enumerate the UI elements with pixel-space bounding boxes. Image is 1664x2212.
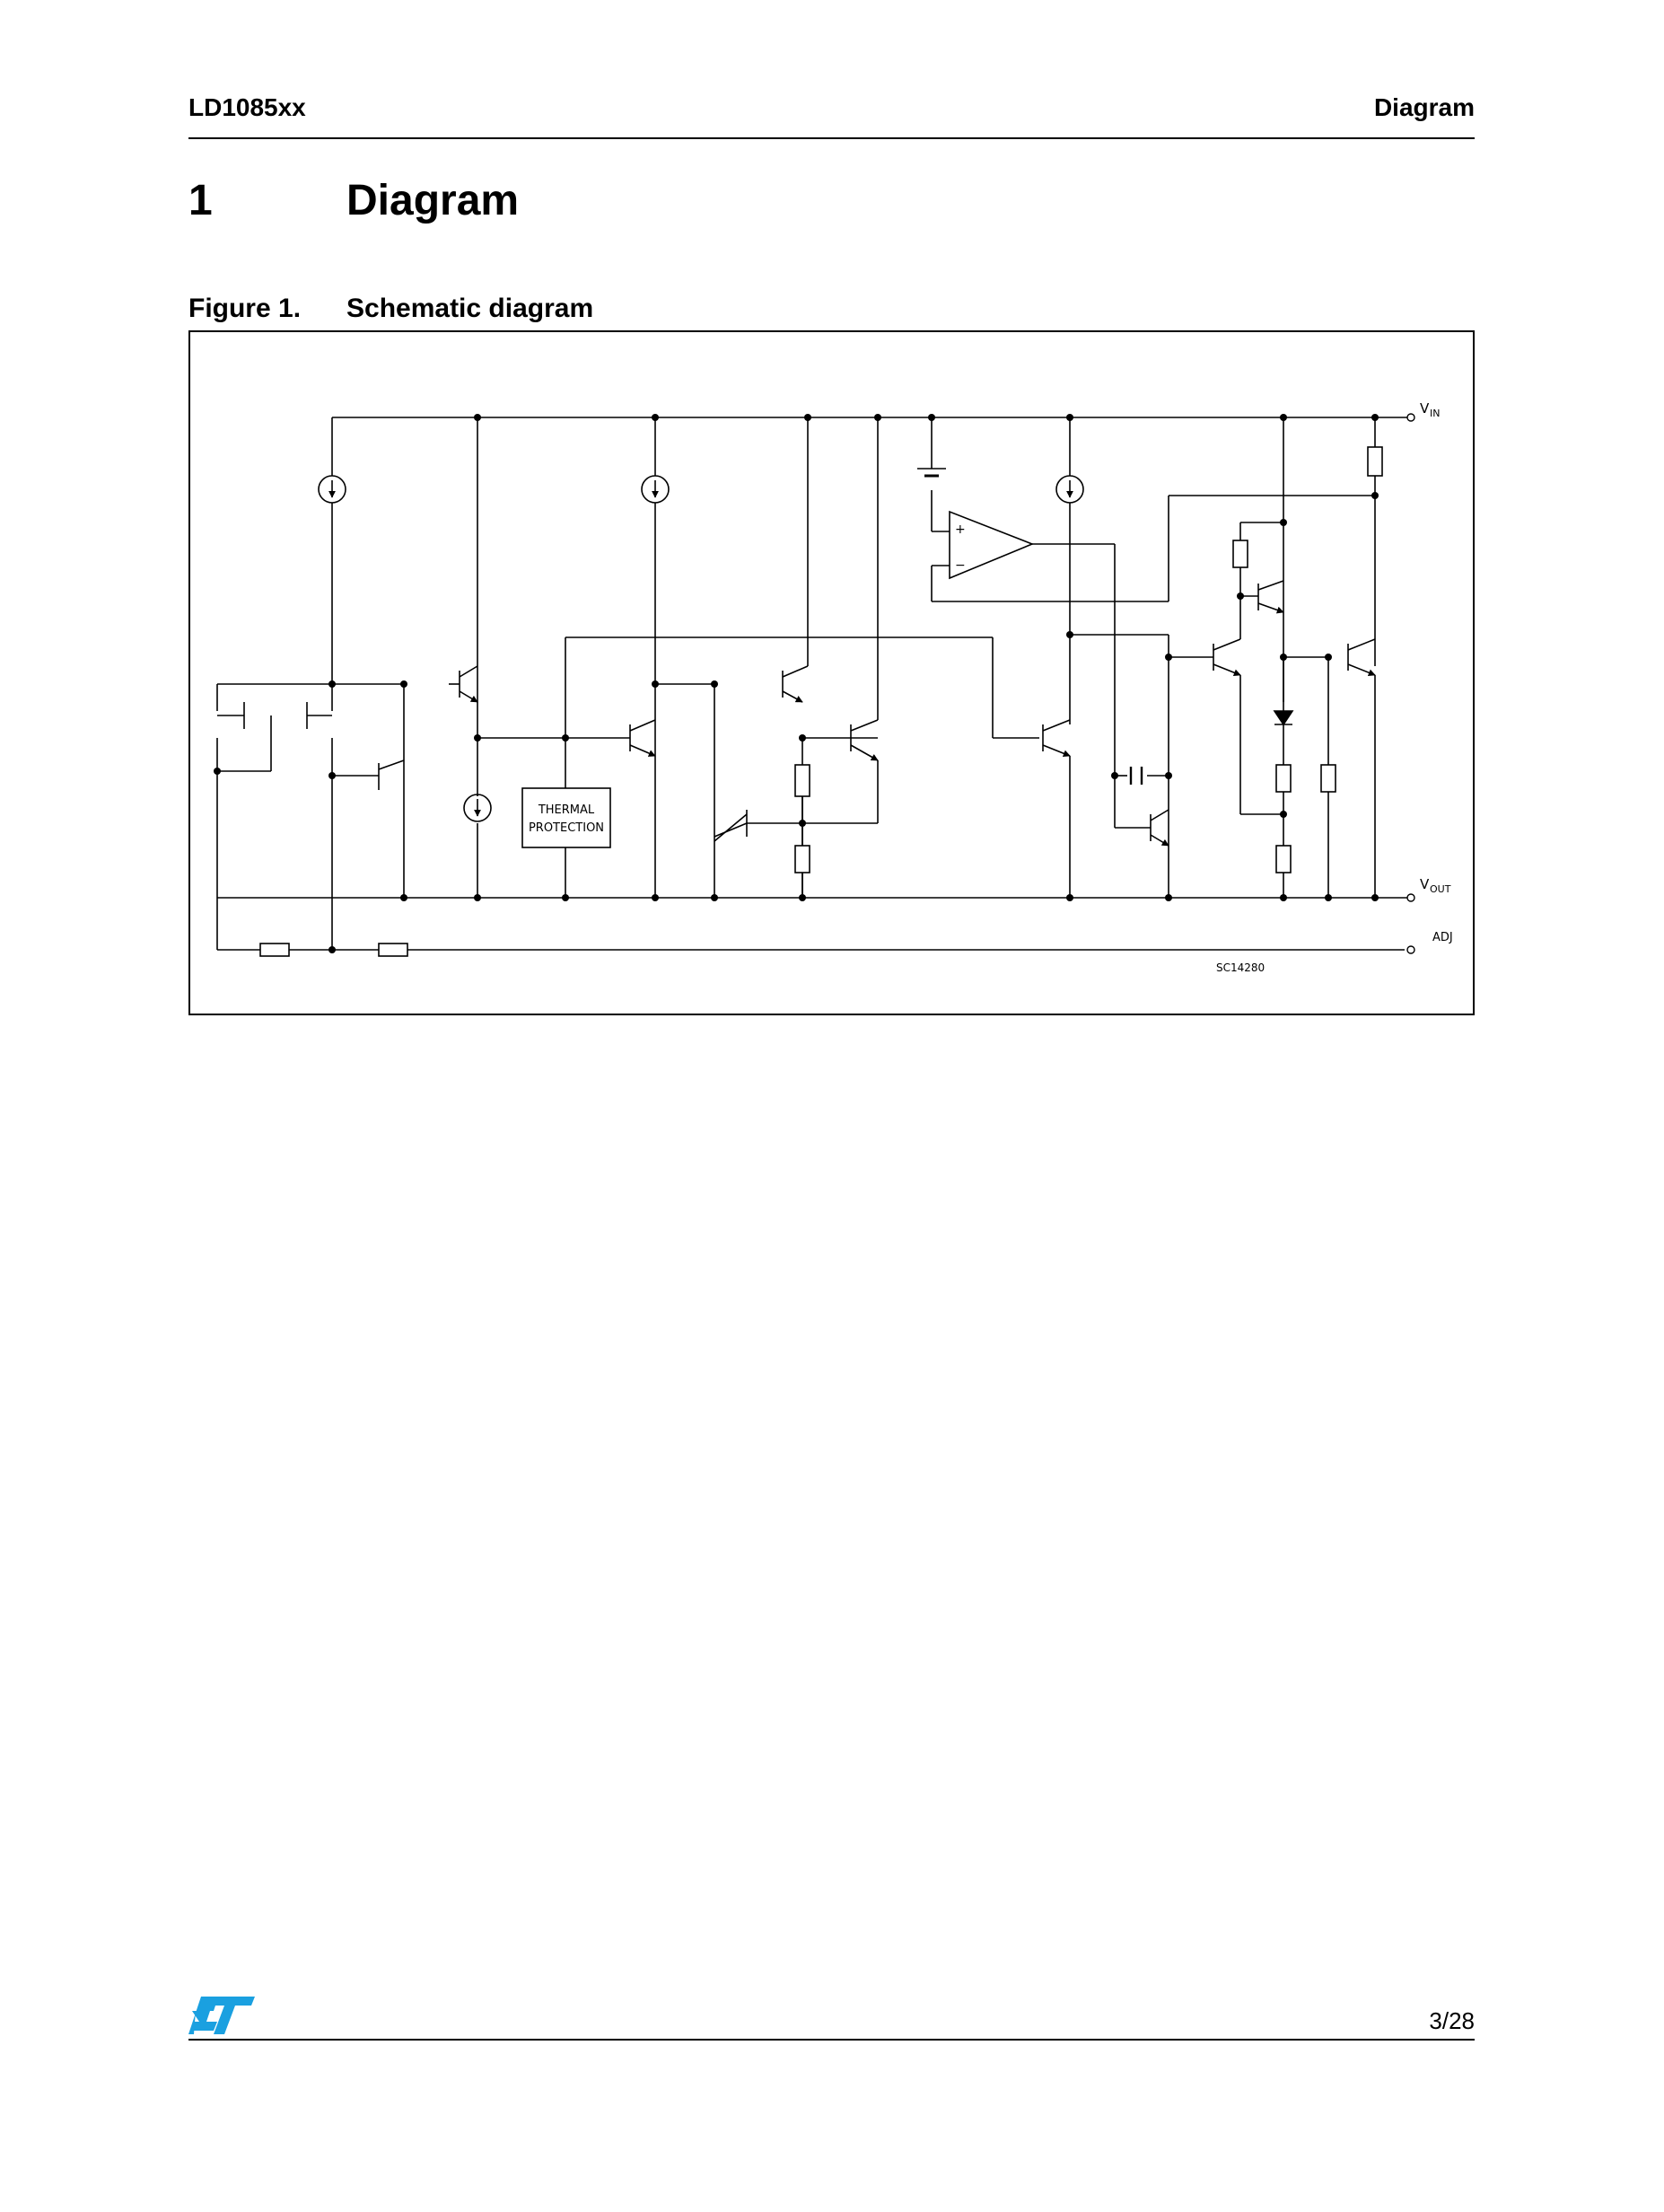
pin-vin-label: IN (1430, 408, 1441, 419)
svg-text:+: + (955, 522, 966, 537)
svg-text:V: V (1420, 876, 1430, 892)
thermal-label-1: THERMAL (538, 803, 595, 817)
pin-vout-label: OUT (1430, 883, 1451, 895)
header-section: Diagram (1373, 93, 1475, 121)
reference-voltage (917, 469, 946, 476)
thermal-label-2: PROTECTION (528, 821, 605, 835)
st-logo (188, 1995, 257, 2036)
footer-rule (188, 2039, 1475, 2041)
schematic-figure (188, 330, 1475, 1015)
page-number: 3/28 (1429, 2007, 1475, 2034)
header-rule (188, 137, 1475, 139)
pin-adj-label: ADJ (1432, 931, 1453, 944)
figure-ref-code: SC14280 (1216, 961, 1266, 974)
section-title: Diagram (346, 177, 520, 224)
diode (1274, 711, 1292, 724)
figure-number: Figure 1. (188, 294, 302, 323)
svg-text:−: − (955, 558, 966, 573)
svg-text:V: V (1420, 400, 1430, 417)
transistors (217, 581, 1375, 846)
wires (217, 417, 1405, 950)
capacitor (1131, 767, 1142, 785)
resistors (260, 447, 1382, 956)
figure-title: Schematic diagram (346, 294, 594, 323)
schematic-diagram (190, 332, 1476, 1017)
section-number: 1 (188, 177, 213, 224)
header-doc-id: LD1085xx (188, 93, 306, 121)
